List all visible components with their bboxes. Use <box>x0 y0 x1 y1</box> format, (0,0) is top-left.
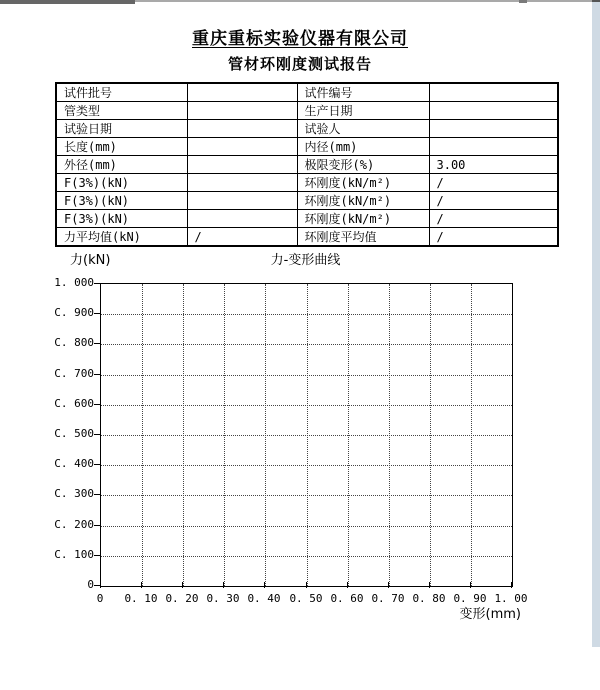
y-tick-label: 0 <box>87 578 94 591</box>
table-label-cell: 内径(mm) <box>297 138 429 156</box>
x-tick-mark <box>306 582 307 588</box>
x-axis-caption: 变形(mm) <box>459 607 521 622</box>
table-value-cell: / <box>429 174 558 192</box>
table-row <box>56 138 558 156</box>
table-value-cell <box>429 102 558 120</box>
vertical-gridline <box>430 284 431 586</box>
vertical-gridline <box>471 284 472 586</box>
table-value-cell <box>429 138 558 156</box>
y-tick-label: C. 700 <box>54 367 94 380</box>
horizontal-gridline <box>101 435 512 436</box>
table-label-cell: 试件编号 <box>297 83 429 102</box>
horizontal-gridline <box>101 526 512 527</box>
y-tick-label: C. 200 <box>54 518 94 531</box>
x-tick-mark <box>511 582 512 588</box>
table-label-cell: 长度(mm) <box>56 138 187 156</box>
y-tick-mark <box>94 525 101 526</box>
table-value-cell <box>187 156 297 174</box>
table-row <box>56 102 558 120</box>
window-top-bar <box>0 0 135 4</box>
x-tick-label: 0. 70 <box>371 592 405 605</box>
company-title <box>0 24 600 49</box>
x-tick-label: 0. 20 <box>165 592 199 605</box>
table-value-cell <box>187 138 297 156</box>
x-tick-mark <box>182 582 183 588</box>
table-value-cell <box>187 192 297 210</box>
x-tick-label: 0. 90 <box>453 592 487 605</box>
table-label-cell: 环刚度(kN/m²) <box>297 174 429 192</box>
y-tick-mark <box>94 434 101 435</box>
x-tick-mark <box>223 582 224 588</box>
x-tick-label: 0. 50 <box>289 592 323 605</box>
table-value-cell <box>187 102 297 120</box>
table-value-cell <box>187 83 297 102</box>
y-tick-mark <box>94 494 101 495</box>
y-axis-caption: 力(kN) <box>70 253 111 268</box>
x-tick-label: 0 <box>96 592 104 605</box>
y-tick-label: C. 300 <box>54 487 94 500</box>
x-tick-mark <box>429 582 430 588</box>
report-title: 管材环刚度测试报告 <box>227 55 372 73</box>
x-tick-label: 0. 40 <box>247 592 281 605</box>
plot-area <box>100 283 513 587</box>
x-tick-label: 1. 00 <box>494 592 528 605</box>
y-tick-mark <box>94 283 101 284</box>
x-tick-label: 0. 60 <box>330 592 364 605</box>
company-title-text: 重庆重标实验仪器有限公司 <box>192 29 408 49</box>
table-value-cell: / <box>429 210 558 228</box>
y-tick-label: C. 100 <box>54 548 94 561</box>
vertical-gridline <box>348 284 349 586</box>
x-tick-label: 0. 10 <box>124 592 158 605</box>
table-label-cell: 极限变形(%) <box>297 156 429 174</box>
table-label-cell: 试件批号 <box>56 83 187 102</box>
table-value-cell <box>187 120 297 138</box>
x-tick-mark <box>470 582 471 588</box>
table-row <box>56 156 558 174</box>
table-row <box>56 192 558 210</box>
y-tick-mark <box>94 343 101 344</box>
table-label-cell: 生产日期 <box>297 102 429 120</box>
table-value-cell: / <box>429 228 558 247</box>
horizontal-gridline <box>101 556 512 557</box>
table-row <box>56 228 558 247</box>
vertical-gridline <box>389 284 390 586</box>
table-value-cell: 3.00 <box>429 156 558 174</box>
report-table-body <box>56 83 558 246</box>
table-row <box>56 83 558 102</box>
x-tick-label: 0. 80 <box>412 592 446 605</box>
report-table <box>55 82 559 247</box>
horizontal-gridline <box>101 495 512 496</box>
y-tick-label: 1. 000 <box>54 276 94 289</box>
chart-title: 力-变形曲线 <box>270 253 341 268</box>
table-label-cell: F(3%)(kN) <box>56 210 187 228</box>
table-label-cell: F(3%)(kN) <box>56 174 187 192</box>
table-label-cell: 试验日期 <box>56 120 187 138</box>
x-tick-mark <box>388 582 389 588</box>
table-row <box>56 210 558 228</box>
table-label-cell: 环刚度(kN/m²) <box>297 210 429 228</box>
x-tick-label: 0. 30 <box>206 592 240 605</box>
y-tick-mark <box>94 464 101 465</box>
x-tick-mark <box>141 582 142 588</box>
table-label-cell: F(3%)(kN) <box>56 192 187 210</box>
y-tick-label: C. 500 <box>54 427 94 440</box>
table-row <box>56 174 558 192</box>
table-label-cell: 环刚度(kN/m²) <box>297 192 429 210</box>
table-value-cell: / <box>187 228 297 247</box>
y-tick-mark <box>94 313 101 314</box>
table-value-cell <box>187 210 297 228</box>
y-tick-mark <box>94 374 101 375</box>
table-label-cell: 环刚度平均值 <box>297 228 429 247</box>
table-label-cell: 试验人 <box>297 120 429 138</box>
table-value-cell <box>429 83 558 102</box>
x-tick-mark <box>264 582 265 588</box>
table-value-cell: / <box>429 192 558 210</box>
y-tick-label: C. 400 <box>54 457 94 470</box>
y-tick-mark <box>94 404 101 405</box>
scrollbar-track[interactable] <box>592 2 600 647</box>
x-tick-mark <box>100 582 101 588</box>
window-top-notch <box>519 0 527 3</box>
y-tick-label: C. 600 <box>54 397 94 410</box>
table-label-cell: 力平均值(kN) <box>56 228 187 247</box>
y-tick-label: C. 800 <box>54 336 94 349</box>
y-tick-label: C. 900 <box>54 306 94 319</box>
x-tick-mark <box>347 582 348 588</box>
table-value-cell <box>429 120 558 138</box>
table-label-cell: 管类型 <box>56 102 187 120</box>
y-tick-mark <box>94 555 101 556</box>
table-value-cell <box>187 174 297 192</box>
table-row <box>56 120 558 138</box>
horizontal-gridline <box>101 465 512 466</box>
table-label-cell: 外径(mm) <box>56 156 187 174</box>
